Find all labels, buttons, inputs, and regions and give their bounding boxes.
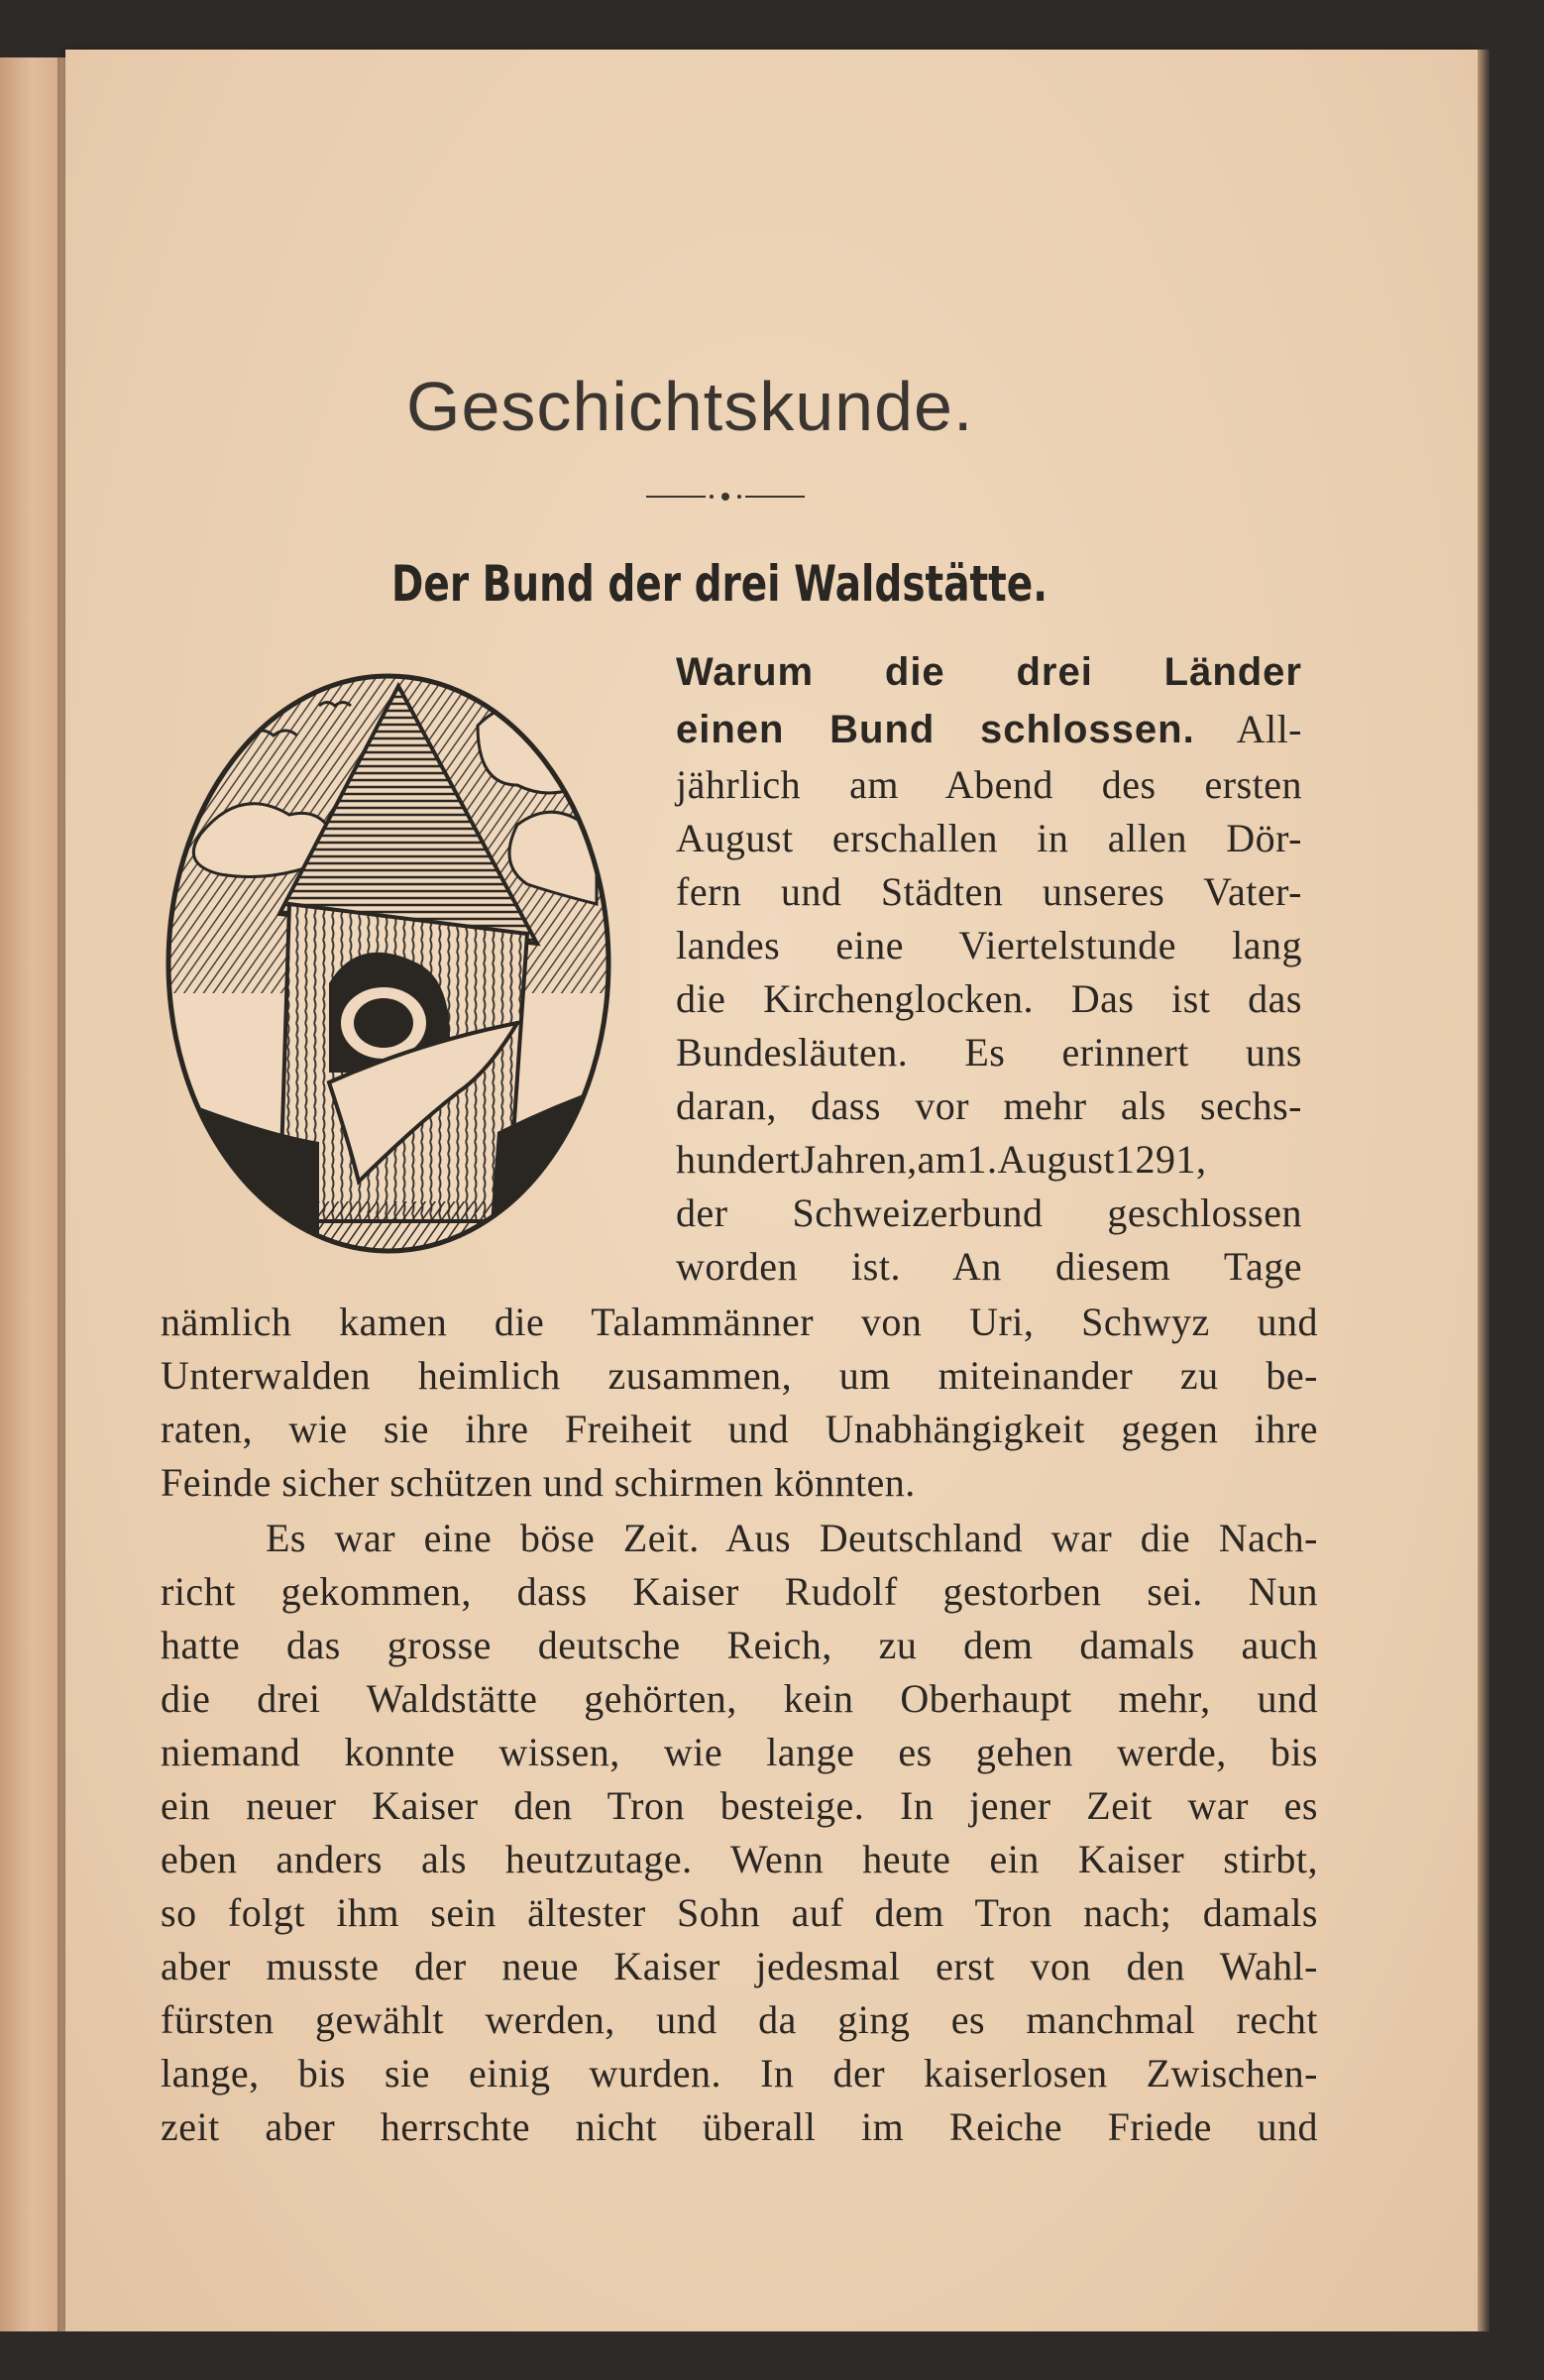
text-line: fern und Städten unseres Vater-: [676, 869, 1302, 914]
text-line: niemand konnte wissen, wie lange es gehen werde, bis: [161, 1730, 1318, 1774]
text-fragment: All-: [1236, 707, 1302, 751]
scan-background: [0, 2331, 1544, 2380]
page-title: Geschichtskunde.: [406, 368, 974, 445]
text-line: landes eine Viertelstunde lang: [676, 923, 1302, 967]
section-heading: Der Bund der drei Waldstätte.: [391, 555, 1048, 613]
text-line: Feinde sicher schützen und schirmen könnten.: [161, 1460, 916, 1505]
paragraph-heading-line: [676, 706, 1302, 752]
text-line: hatte das grosse deutsche Reich, zu dem damals auch: [161, 1623, 1318, 1667]
paragraph-heading-text: einen Bund schlossen.: [676, 708, 1195, 751]
text-line: ein neuer Kaiser den Tron besteige. In jener Zeit war es: [161, 1783, 1318, 1828]
paragraph-heading-line: Warum die drei Länder: [676, 650, 1302, 694]
text-line: zeit aber herrschte nicht überall im Reiche Friede und: [161, 2104, 1318, 2149]
text-line: fürsten gewählt werden, und da ging es manchmal recht: [161, 1997, 1318, 2042]
text-line: eben anders als heutzutage. Wenn heute ein Kaiser stirbt,: [161, 1837, 1318, 1881]
ornament-divider-icon: [646, 490, 805, 504]
text-line: der Schweizerbund geschlossen: [676, 1190, 1302, 1235]
text-line: daran, dass vor mehr als sechs-: [676, 1083, 1302, 1128]
text-line: aber musste der neue Kaiser jedesmal erst von den Wahl-: [161, 1944, 1318, 1988]
text-line: lange, bis sie einig wurden. In der kaiserlosen Zwischen-: [161, 2051, 1318, 2096]
text-line: Es war eine böse Zeit. Aus Deutschland war die Nach-: [266, 1516, 1318, 1560]
bell-tower-illustration-icon: [161, 666, 616, 1263]
text-line: Unterwalden heimlich zusammen, um miteinander zu be-: [161, 1353, 1318, 1398]
text-line: Bundesläuten. Es erinnert uns: [676, 1030, 1302, 1075]
text-line: so folgt ihm sein ältester Sohn auf dem Tron nach; damals: [161, 1890, 1318, 1935]
text-line: jährlich am Abend des ersten: [676, 762, 1302, 807]
text-line: richt gekommen, dass Kaiser Rudolf gestorben sei. Nun: [161, 1569, 1318, 1614]
text-line: raten, wie sie ihre Freiheit und Unabhängigkeit gegen ihre: [161, 1407, 1318, 1451]
text-line: hundertJahren,am1.August1291,: [676, 1137, 1207, 1182]
page-shadow: [1478, 50, 1489, 2331]
previous-page-edge: [0, 57, 63, 2380]
text-line: nämlich kamen die Talammänner von Uri, Schwyz und: [161, 1300, 1318, 1344]
text-line: worden ist. An diesem Tage: [676, 1244, 1302, 1289]
text-line: die Kirchenglocken. Das ist das: [676, 976, 1302, 1021]
text-line: August erschallen in allen Dör-: [676, 816, 1302, 860]
text-line: die drei Waldstätte gehörten, kein Oberhaupt mehr, und: [161, 1676, 1318, 1721]
